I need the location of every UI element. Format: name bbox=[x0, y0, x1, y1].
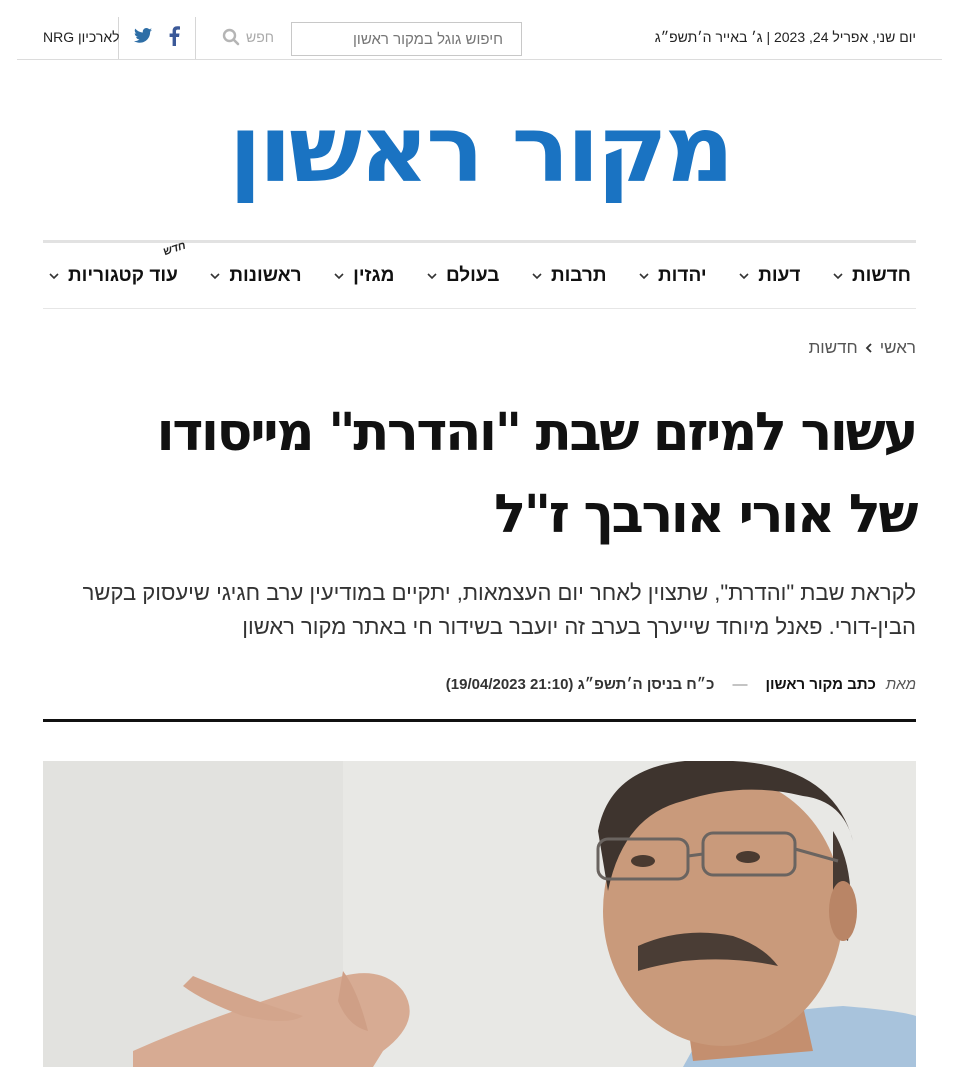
nav-label: דעות bbox=[758, 264, 801, 286]
byline-date: כ״ח בניסן ה׳תשפ״ג (21:10 19/04/2023) bbox=[445, 676, 715, 693]
site-search-button[interactable] bbox=[222, 28, 274, 46]
chevron-left-icon bbox=[864, 342, 874, 354]
nav-label: תרבות bbox=[550, 264, 607, 286]
nav-item-world[interactable] bbox=[426, 265, 499, 287]
header-rule bbox=[43, 719, 916, 722]
top-bar bbox=[17, 0, 942, 60]
nav-item-more-categories[interactable] bbox=[48, 265, 178, 287]
nav-item-judaism[interactable] bbox=[638, 265, 707, 287]
nav-label: עוד קטגוריות bbox=[68, 264, 178, 286]
nrg-archive-link[interactable]: לארכיון NRG bbox=[43, 29, 120, 45]
google-search-input[interactable] bbox=[291, 22, 522, 56]
facebook-icon[interactable] bbox=[167, 26, 181, 46]
current-date: יום שני, אפריל 24, 2023 | ג׳ באייר ה׳תשפ״ג bbox=[654, 29, 916, 45]
nav-item-news[interactable] bbox=[832, 265, 911, 287]
chevron-down-icon bbox=[638, 270, 650, 282]
chevron-down-icon bbox=[832, 270, 844, 282]
byline-dash: — bbox=[732, 676, 748, 693]
article-hero-image bbox=[43, 761, 916, 1067]
breadcrumb bbox=[809, 338, 916, 358]
article-headline: עשור למיזם שבת "והדרת" מייסודו של אורי אורבך ז"ל bbox=[156, 402, 916, 545]
nav-label: ראשונות bbox=[229, 264, 302, 286]
hero-photo bbox=[43, 761, 916, 1067]
divider bbox=[195, 17, 196, 59]
chevron-down-icon bbox=[333, 270, 345, 282]
new-badge: חדש bbox=[162, 239, 188, 258]
nav-item-magazine[interactable] bbox=[333, 265, 394, 287]
breadcrumb-section[interactable]: חדשות bbox=[808, 338, 858, 357]
nav-label: מגזין bbox=[353, 264, 395, 286]
byline-prefix: מאת bbox=[885, 676, 916, 693]
nav-label: בעולם bbox=[445, 264, 500, 286]
nav-label: יהדות bbox=[658, 264, 707, 286]
nav-label: חדשות bbox=[851, 264, 911, 286]
main-nav bbox=[43, 240, 916, 309]
article-subtitle: לקראת שבת "והדרת", שתצוין לאחר יום העצמאות, יתקיים במודיעין ערב חגיגי שיעסוק בקשר הבין-דורי. פאנל מיוחד שייערך בערב זה יועבר בשידור חי באתר מקור ראשון bbox=[82, 580, 916, 639]
twitter-icon[interactable] bbox=[134, 28, 152, 43]
chevron-down-icon bbox=[48, 270, 60, 282]
chevron-down-icon bbox=[738, 270, 750, 282]
breadcrumb-home[interactable]: ראשי bbox=[879, 338, 916, 357]
article-byline bbox=[446, 676, 916, 693]
nav-item-culture[interactable] bbox=[531, 265, 607, 287]
byline-author[interactable]: כתב מקור ראשון bbox=[765, 676, 876, 693]
search-icon bbox=[222, 28, 240, 46]
chevron-down-icon bbox=[531, 270, 543, 282]
site-logo[interactable]: מקור ראשון bbox=[228, 96, 732, 203]
chevron-down-icon bbox=[209, 270, 221, 282]
nav-item-rishonot[interactable] bbox=[162, 239, 302, 287]
nav-item-opinions[interactable] bbox=[738, 265, 800, 287]
site-search-label: חפש bbox=[246, 29, 274, 45]
chevron-down-icon bbox=[426, 270, 438, 282]
